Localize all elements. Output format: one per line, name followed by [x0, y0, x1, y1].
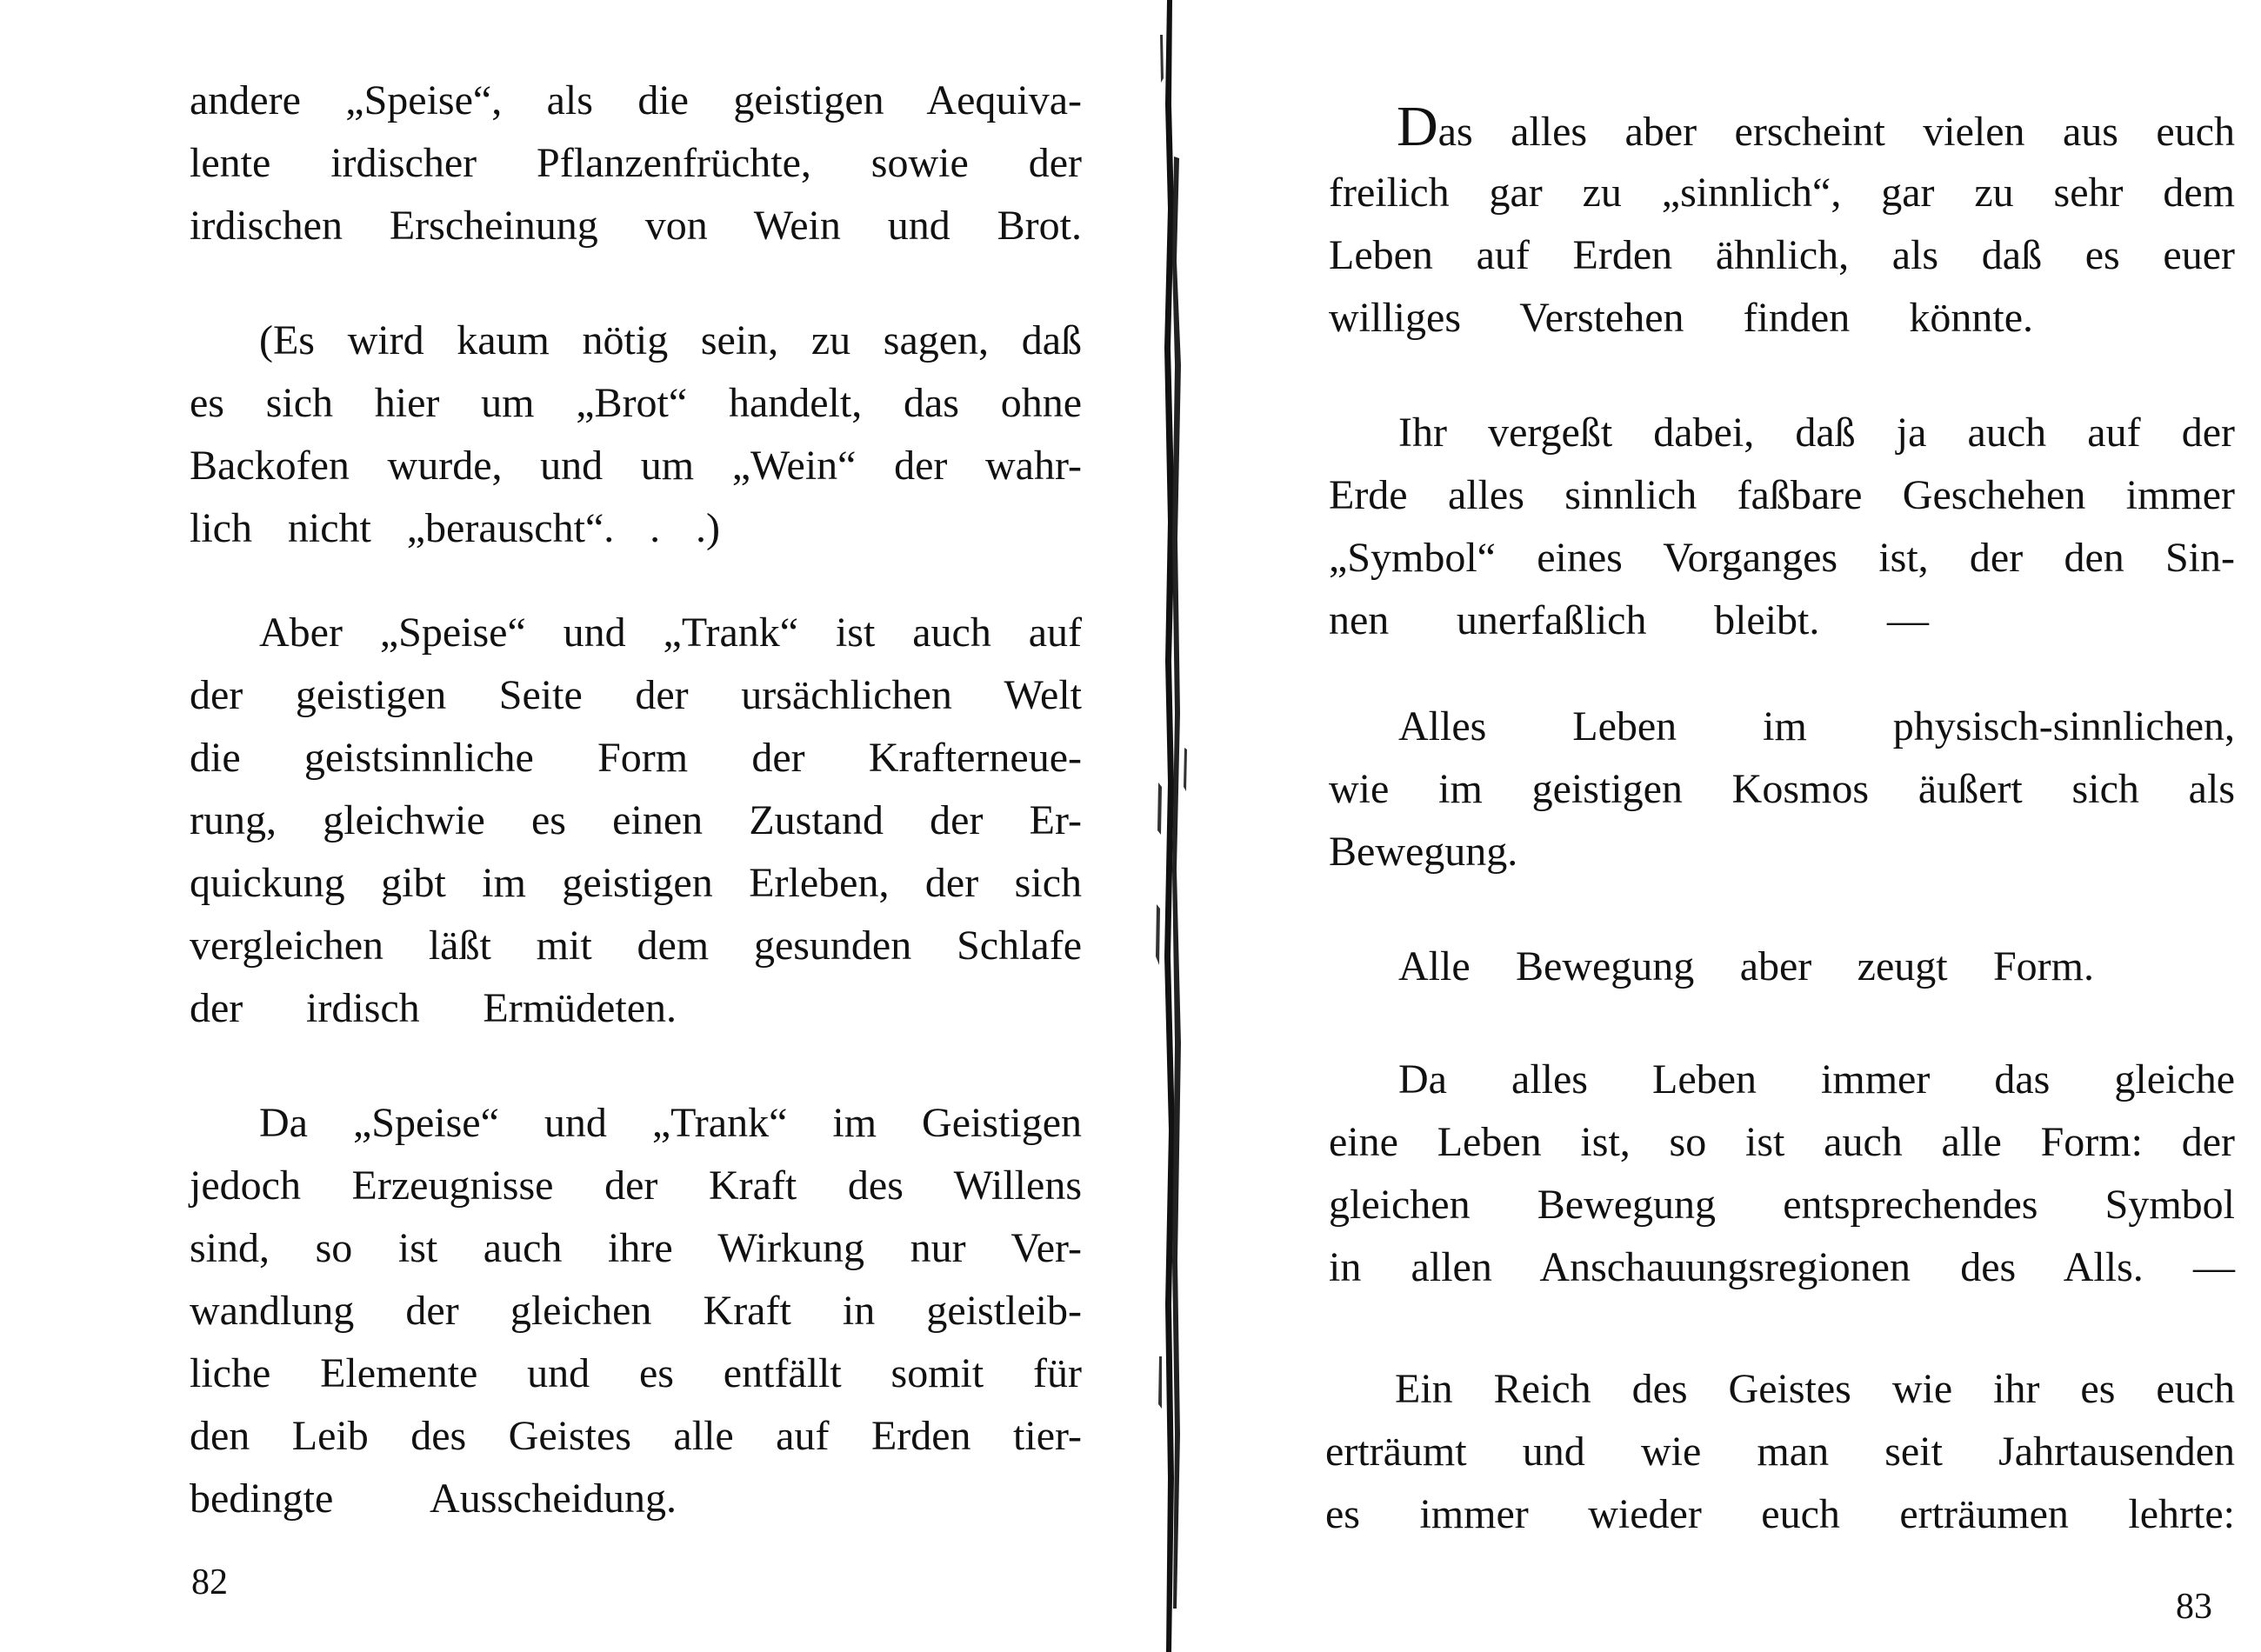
- left-line: sind, so ist auch ihre Wirkung nur Ver-: [190, 1225, 1082, 1271]
- left-line: rung, gleichwie es einen Zustand der Er-: [190, 797, 1082, 843]
- right-line: Erde alles sinnlich faßbare Geschehen immer: [1329, 472, 2235, 518]
- right-line: Bewegung.: [1329, 829, 1518, 875]
- right-line: erträumt und wie man seit Jahrtausenden: [1325, 1429, 2235, 1475]
- right-first-line: [1397, 96, 2235, 163]
- left-line: irdischen Erscheinung von Wein und Brot.: [190, 203, 1082, 249]
- right-line: Ein Reich des Geistes wie ihr es euch: [1395, 1366, 2235, 1412]
- right-line: as alles aber erscheint vielen aus euch: [1437, 109, 2235, 155]
- left-line: (Es wird kaum nötig sein, zu sagen, daß: [259, 317, 1082, 363]
- right-line: „Symbol“ eines Vorganges ist, der den Sin-: [1329, 535, 2235, 581]
- left-line: Aber „Speise“ und „Trank“ ist auch auf: [259, 610, 1082, 656]
- right-line: es immer wieder euch erträumen lehrte:: [1325, 1491, 2235, 1537]
- right-page: [1191, 0, 2261, 1652]
- right-line: wie im geistigen Kosmos äußert sich als: [1329, 766, 2235, 812]
- left-line: die geistsinnliche Form der Krafterneue-: [190, 735, 1082, 781]
- left-line: Da „Speise“ und „Trank“ im Geistigen: [259, 1100, 1082, 1146]
- left-line: quickung gibt im geistigen Erleben, der sich: [190, 860, 1082, 906]
- left-line: lich nicht „berauscht“. . .): [190, 505, 720, 551]
- left-line: der geistigen Seite der ursächlichen Welt: [190, 672, 1082, 718]
- right-line: in allen Anschauungsregionen des Alls. —: [1329, 1244, 2235, 1290]
- left-line: andere „Speise“, als die geistigen Aequiva-: [190, 77, 1082, 123]
- right-line: Alles Leben im physisch-sinnlichen,: [1398, 703, 2235, 749]
- right-line: Ihr vergeßt dabei, daß ja auch auf der: [1398, 410, 2235, 456]
- dropcap-letter: D: [1397, 95, 1438, 158]
- right-line: williges Verstehen finden könnte.: [1329, 295, 2033, 341]
- left-line: bedingte Ausscheidung.: [190, 1475, 677, 1522]
- left-line: jedoch Erzeugnisse der Kraft des Willens: [190, 1162, 1082, 1209]
- right-line: nen unerfaßlich bleibt. —: [1329, 597, 1929, 643]
- left-line: liche Elemente und es entfällt somit für: [190, 1350, 1082, 1396]
- left-line: den Leib des Geistes alle auf Erden tier-: [190, 1413, 1082, 1459]
- left-line: der irdisch Ermüdeten.: [190, 985, 677, 1031]
- right-line: Alle Bewegung aber zeugt Form.: [1398, 943, 2094, 989]
- page-number-right: 83: [2176, 1587, 2212, 1627]
- right-line: freilich gar zu „sinnlich“, gar zu sehr dem: [1329, 170, 2235, 216]
- left-line: vergleichen läßt mit dem gesunden Schlafe: [190, 923, 1082, 969]
- left-line: es sich hier um „Brot“ handelt, das ohne: [190, 380, 1082, 426]
- left-line: lente irdischer Pflanzenfrüchte, sowie der: [190, 140, 1082, 186]
- left-line: Backofen wurde, und um „Wein“ der wahr-: [190, 443, 1082, 489]
- page-number-left: 82: [191, 1562, 228, 1602]
- right-line: eine Leben ist, so ist auch alle Form: der: [1329, 1119, 2235, 1165]
- right-line: Da alles Leben immer das gleiche: [1398, 1056, 2235, 1102]
- right-line: Leben auf Erden ähnlich, als daß es euer: [1329, 232, 2235, 278]
- left-line: wandlung der gleichen Kraft in geistleib-: [190, 1288, 1082, 1334]
- right-line: gleichen Bewegung entsprechendes Symbol: [1329, 1182, 2235, 1228]
